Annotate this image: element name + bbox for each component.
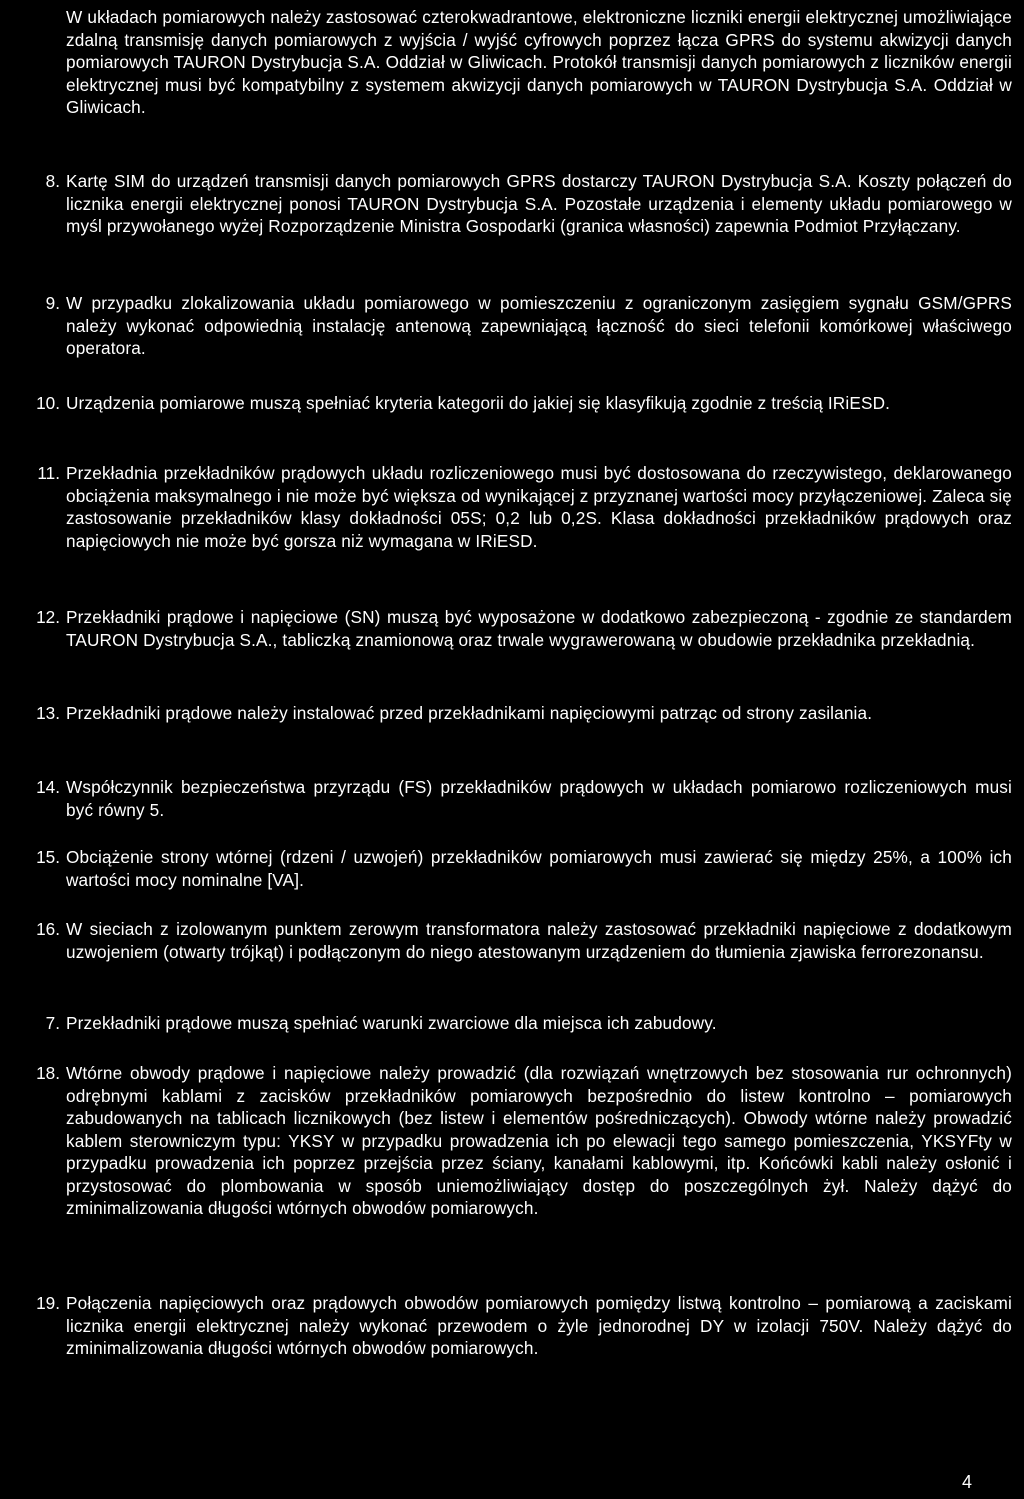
list-item [10,776,1012,821]
intro-paragraph: W układach pomiarowych należy zastosować czterokwadrantowe, elektroniczne liczniki energii elektrycznej umożliwiające zdalną transmisję danych pomiarowych z wyjścia / wyjść cyfrowych poprzez łącza GPRS do systemu akwizycji danych pomiarowych TAURON Dystrybucja S.A. Oddział w Gliwicach. Protokół transmisji danych pomiarowych z liczników energii elektrycznej musi być kompatybilny z systemem akwizycji danych pomiarowych w TAURON Dystrybucja S.A. Oddział w Gliwicach. [66,7,1012,117]
item-text: Przekładniki prądowe i napięciowe (SN) muszą być wyposażone w dodatkowo zabezpieczoną - zgodnie ze standardem TAURON Dystrybucja S.A., tabliczką znamionową oraz trwale wygrawerowaną w obudowie przekładnika przekładnią. [66,607,1012,650]
item-number: 19. [36,1293,60,1313]
item-text: Przekładniki prądowe należy instalować przed przekładnikami napięciowymi patrząc od strony zasilania. [66,703,873,723]
list-item [10,170,1012,238]
list-item [10,292,1012,360]
item-text: Kartę SIM do urządzeń transmisji danych pomiarowych GPRS dostarczy TAURON Dystrybucja S.A. Koszty połączeń do licznika energii elektrycznej ponosi TAURON Dystrybucja S.A. Pozostałe urządzenia i elementy układu pomiarowego w myśl przywołanego wyżej Rozporządzenie Ministra Gospodarki (granica własności) zapewnia Podmiot Przyłączany. [66,171,1012,236]
item-text: Połączenia napięciowych oraz prądowych obwodów pomiarowych pomiędzy listwą kontrolno – pomiarową a zaciskami licznika energii elektrycznej należy wykonać przewodem o żyle jednorodnej DY w izolacji 750V. Należy dążyć do zminimalizowania długości wtórnych obwodów pomiarowych. [66,1293,1012,1358]
item-text: Obciążenie strony wtórnej (rdzeni / uzwojeń) przekładników pomiarowych musi zawierać się między 25%, a 100% ich wartości mocy nominalne [VA]. [66,847,1012,890]
list-item [10,1292,1012,1360]
item-number: 11. [37,463,60,483]
item-number: 18. [36,1063,60,1083]
item-text: Współczynnik bezpieczeństwa przyrządu (FS) przekładników prądowych w układach pomiarowo rozliczeniowych musi być równy 5. [66,777,1012,820]
item-number: 16. [36,919,60,939]
item-text: W przypadku zlokalizowania układu pomiarowego w pomieszczeniu z ograniczonym zasięgiem sygnału GSM/GPRS należy wykonać odpowiednią instalację antenową zapewniającą łączność do sieci telefonii komórkowej właściwego operatora. [66,293,1012,358]
item-number: 15. [36,847,60,867]
list-item [10,1062,1012,1220]
item-number: 12. [36,607,60,627]
item-text: W sieciach z izolowanym punktem zerowym transformatora należy zastosować przekładniki napięciowe z dodatkowym uzwojeniem (otwarty trójkąt) i podłączonym do niego atestowanym urządzeniem do tłumienia zjawiska ferrorezonansu. [66,919,1012,962]
item-number: 13. [36,703,60,723]
item-number: 8. [45,171,60,191]
item-text: Wtórne obwody prądowe i napięciowe należy prowadzić (dla rozwiązań wnętrzowych bez stosowania rur ochronnych) odrębnymi kablami z zacisków przekładników pomiarowych bezpośrednio do listew kontrolno – pomiarowych zabudowanych na tablicach licznikowych (bez listew i elementów pośredniczących). Obwody wtórne należy prowadzić kablem sterowniczym typu: YKSY w przypadku prowadzenia ich po elewacji tego samego pomieszczenia, YKSYFty w przypadku prowadzenia ich poprzez przejścia przez ściany, kanałami kablowymi, itp. Końcówki kabli należy osłonić i przystosować do plombowania w sposób uniemożliwiający dostęp do poszczególnych żył. Należy dążyć do zminimalizowania długości wtórnych obwodów pomiarowych. [66,1063,1012,1218]
list-item [10,702,1012,725]
list-item [10,462,1012,552]
item-number: 7. [45,1013,60,1033]
page-number: 4 [961,1472,972,1492]
list-item [10,606,1012,651]
item-text: Urządzenia pomiarowe muszą spełniać kryteria kategorii do jakiej się klasyfikują zgodnie z treścią IRiESD. [66,393,891,413]
item-text: Przekładnia przekładników prądowych układu rozliczeniowego musi być dostosowana do rzeczywistego, deklarowanego obciążenia maksymalnego i nie może być większa od wynikającej z przyznanej wartości mocy przyłączeniowej. Zaleca się zastosowanie przekładników klasy dokładności 05S; 0,2 lub 0,2S. Klasa dokładności przekładników prądowych oraz napięciowych nie może być gorsza niż wymagana w IRiESD. [66,463,1012,551]
item-number: 10. [36,393,60,413]
list-item [10,1012,1012,1035]
list-item [10,918,1012,963]
item-number: 14. [36,777,60,797]
list-item [10,392,1012,415]
item-text: Przekładniki prądowe muszą spełniać warunki zwarciowe dla miejsca ich zabudowy. [66,1013,717,1033]
list-item [10,846,1012,891]
item-number: 9. [45,293,60,313]
